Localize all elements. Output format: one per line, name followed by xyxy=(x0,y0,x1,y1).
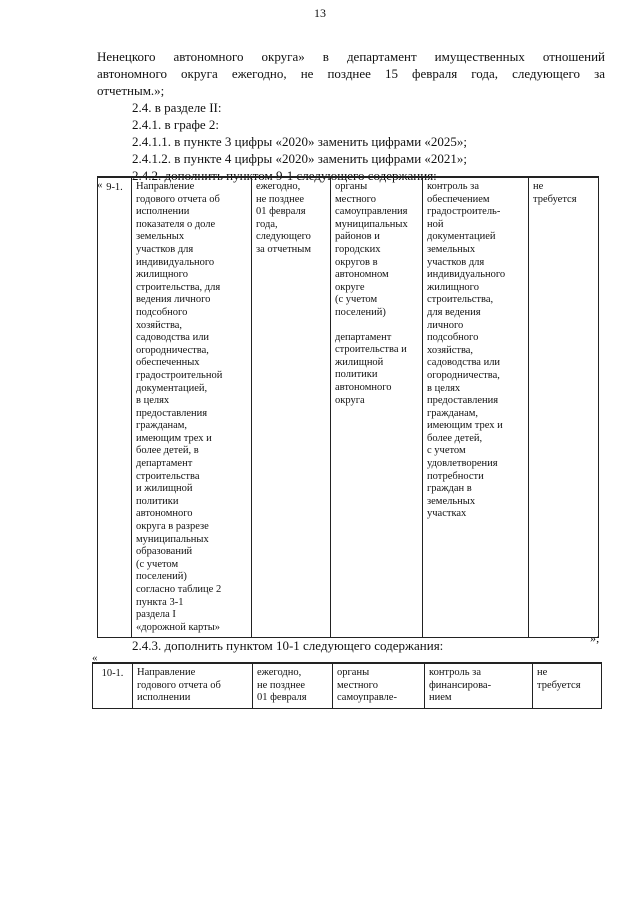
cell-line: садоводства или xyxy=(427,357,501,369)
cell-line: ведения личного xyxy=(136,294,211,306)
cell-line: подсобного xyxy=(136,306,188,318)
cell-line: требуется xyxy=(533,193,577,205)
cell-requirement xyxy=(529,177,599,638)
cell-line: контроль за xyxy=(429,667,481,678)
cell-line: показателя о доле xyxy=(136,218,216,230)
cell-line: районов и xyxy=(335,231,380,243)
cell-line: граждан в xyxy=(427,483,472,495)
cell-line: годового отчета об xyxy=(137,679,221,691)
cell-line: Направление xyxy=(136,181,195,192)
cell-line: Направление xyxy=(137,667,196,678)
cell-line: имеющим трех и xyxy=(136,432,212,444)
cell-line: не xyxy=(533,181,544,192)
cell-line: более детей, xyxy=(427,432,483,444)
cell-line: исполнении xyxy=(137,692,191,704)
cell-direction xyxy=(132,177,252,638)
intro-line-3: отчетным.»; xyxy=(97,83,165,98)
cell-line: местного xyxy=(335,193,376,205)
cell-line: не позднее xyxy=(256,193,305,205)
cell-line: жилищного xyxy=(136,269,188,281)
cell-line: департамент xyxy=(335,331,392,343)
cell-line: строительства и xyxy=(335,344,407,356)
cell-line: финансирова- xyxy=(429,679,492,691)
cell-line: огородничества, xyxy=(136,344,209,356)
cell-line: контроль за xyxy=(427,181,479,192)
item-2-4: 2.4. в разделе II: xyxy=(132,100,222,115)
cell-line: хозяйства, xyxy=(136,319,183,331)
cell-direction xyxy=(133,663,253,708)
cell-line: гражданам, xyxy=(136,420,188,432)
cell-line: участков для xyxy=(136,243,194,255)
cell-line: в целях xyxy=(427,382,461,394)
cell-line: самоуправления xyxy=(335,206,408,218)
cell-line: (с учетом xyxy=(136,558,179,570)
cell-line: более детей, в xyxy=(136,445,199,457)
cell-line: документацией xyxy=(427,231,496,243)
table-point-9-1 xyxy=(97,176,599,638)
cell-line: автономном xyxy=(335,269,389,281)
cell-line: муниципальных xyxy=(136,533,209,545)
cell-line: личного xyxy=(427,319,464,331)
cell-line: нием xyxy=(429,692,452,704)
cell-line: за отчетным xyxy=(256,243,311,255)
item-2-4-3: 2.4.3. дополнить пунктом 10-1 следующего содержания: xyxy=(132,638,444,653)
cell-line: подсобного xyxy=(427,332,479,344)
cell-line: органы xyxy=(335,181,368,192)
cell-line: не xyxy=(537,667,548,678)
cell-line: самоуправле- xyxy=(337,692,397,704)
cell-responsible xyxy=(333,663,425,708)
cell-line: участков для xyxy=(427,256,485,268)
cell-requirement xyxy=(533,663,602,708)
cell-line: земельных xyxy=(136,231,185,243)
cell-line: округа в разрезе xyxy=(136,521,209,533)
cell-line: автономного xyxy=(136,508,193,520)
cell-line: округа xyxy=(335,394,365,406)
cell-line: раздела I xyxy=(136,609,176,621)
cell-line: ежегодно, xyxy=(256,181,301,192)
cell-line: требуется xyxy=(537,679,581,691)
intro-line-1: Ненецкого автономного округа» в департамент имущественных отношений xyxy=(97,49,605,64)
cell-control xyxy=(423,177,529,638)
cell-control xyxy=(425,663,533,708)
cell-line: не позднее xyxy=(257,679,306,691)
cell-line: в целях xyxy=(136,395,170,407)
cell-line: политики xyxy=(335,369,378,381)
cell-line: образований xyxy=(136,546,193,558)
intro-line-2: автономного округа ежегодно, не позднее 15 февраля года, следующего за xyxy=(97,66,605,81)
cell-line: для ведения xyxy=(427,306,481,318)
cell-line: (с учетом xyxy=(335,294,378,306)
cell-line: градостроительной xyxy=(136,369,223,381)
cell-line: жилищного xyxy=(427,281,479,293)
cell-line: ежегодно, xyxy=(257,667,302,678)
cell-line: документацией, xyxy=(136,382,208,394)
cell-line: огородничества, xyxy=(427,369,500,381)
cell-line: исполнении xyxy=(136,206,190,218)
cell-line: земельных xyxy=(427,495,476,507)
cell-line: с учетом xyxy=(427,445,466,457)
cell-line: индивидуального xyxy=(427,269,506,281)
cell-line: местного xyxy=(337,679,378,691)
page-number: 13 xyxy=(314,6,326,20)
item-2-4-1-1: 2.4.1.1. в пункте 3 цифры «2020» заменить цифрами «2025»; xyxy=(132,134,468,149)
table-row xyxy=(98,177,599,638)
cell-line: и жилищной xyxy=(136,483,193,495)
open-quote-1: « xyxy=(97,179,103,191)
cell-line: предоставления xyxy=(136,407,208,419)
open-quote-2: « xyxy=(92,652,98,664)
cell-line: органы xyxy=(337,667,370,678)
cell-line: обеспеченных xyxy=(136,357,200,369)
cell-line: садоводства или xyxy=(136,332,210,344)
cell-line: строительства, для xyxy=(136,281,221,293)
cell-line: строительства xyxy=(136,470,200,482)
cell-number: 10-1. xyxy=(93,663,133,708)
cell-line: «дорожной карты» xyxy=(136,621,221,633)
item-2-4-1-2: 2.4.1.2. в пункте 4 цифры «2020» заменить цифрами «2021»; xyxy=(132,151,468,166)
item-2-4-2: 2.4.2. дополнить пунктом 9-1 следующего содержания: xyxy=(132,168,437,183)
cell-line: следующего xyxy=(256,231,311,243)
cell-line: согласно таблице 2 xyxy=(136,584,222,595)
cell-deadline xyxy=(253,663,333,708)
cell-line: градостроитель- xyxy=(427,206,501,218)
cell-line: округов в xyxy=(335,256,378,268)
cell-line: удовлетворения xyxy=(427,458,498,470)
cell-line: потребности xyxy=(427,470,484,482)
table-row xyxy=(93,663,602,708)
cell-line: индивидуального xyxy=(136,256,215,268)
item-2-4-1: 2.4.1. в графе 2: xyxy=(132,117,220,132)
cell-line: годового отчета об xyxy=(136,193,220,205)
cell-line: городских xyxy=(335,243,381,255)
cell-line: 01 февраля xyxy=(256,206,306,218)
cell-line: года, xyxy=(256,218,278,230)
cell-line: автономного xyxy=(335,381,392,393)
cell-line: имеющим трех и xyxy=(427,420,503,432)
cell-line: жилищной xyxy=(335,356,384,368)
cell-deadline xyxy=(252,177,331,638)
close-quote: »; xyxy=(590,631,600,645)
cell-line: земельных xyxy=(427,243,476,255)
cell-line: политики xyxy=(136,495,179,507)
cell-line: предоставления xyxy=(427,395,499,407)
cell-line: обеспечением xyxy=(427,193,490,205)
cell-line: пункта 3-1 xyxy=(136,596,184,608)
cell-line: поселений) xyxy=(136,571,187,583)
cell-line: участках xyxy=(427,508,467,520)
cell-line: строительства, xyxy=(427,294,494,306)
cell-line: департамент xyxy=(136,458,193,470)
cell-line: хозяйства, xyxy=(427,344,474,356)
cell-line: поселений) xyxy=(335,306,386,318)
cell-line: 01 февраля xyxy=(257,692,307,704)
table-point-10-1 xyxy=(92,662,602,709)
cell-line: ной xyxy=(427,218,444,230)
cell-responsible xyxy=(331,177,423,638)
cell-number: 9-1. xyxy=(98,177,132,638)
cell-line: гражданам, xyxy=(427,407,479,419)
cell-line: округе xyxy=(335,281,365,293)
cell-line: муниципальных xyxy=(335,218,408,230)
